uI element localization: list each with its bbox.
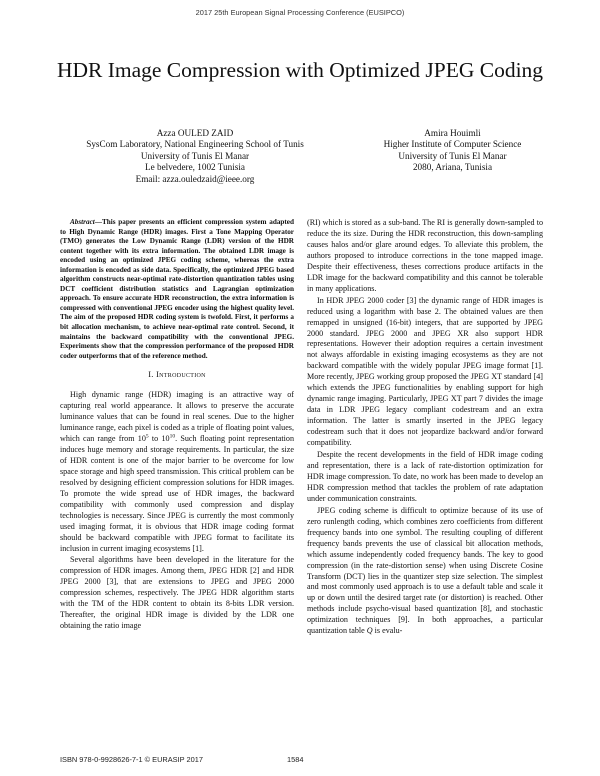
paragraph: JPEG coding scheme is difficult to optimize because of its use of zero runlength coding, which combines zero coefficients from different frequency bands into one symbol. The resulting coupling of different frequency bands prevents the use of classical bit allocation methods, which assume independently coded frequency bands. The key to good compression (in the rate-distortion sense) when using Discrete Cosine Transform (DCT) lies in the quantizer step size selection. The simplest and most commonly used approach is to use a default table and scale it up or down until the desired target rate (or distortion) is reached. Other methods include psycho-visual based quantization [8], and stochastic optimization techniques [9]. In both approaches, a particular quantization table Q is evalu- [307, 505, 543, 636]
section-numeral: I. [148, 370, 154, 380]
page-number: 1584 [287, 755, 304, 764]
section-heading-introduction [60, 370, 294, 381]
section-title: Introduction [156, 370, 206, 380]
right-column [307, 218, 543, 637]
author-affiliation: SysCom Laboratory, National Engineering School of Tunis [86, 139, 304, 150]
author-block-2 [335, 128, 570, 174]
author-address: Le belvedere, 1002 Tunisia [144, 162, 246, 173]
author-name: Amira Houimli [424, 128, 481, 138]
author-email[interactable]: Email: azza.ouledzaid@ieee.org [135, 173, 255, 184]
left-column [60, 218, 294, 632]
paragraph: Despite the recent developments in the field of HDR image coding and representation, there is a lack of rate-distortion optimization for HDR image compression. To date, no work has been made to develop an HDR compression method that tackles the problem of rate adaptation under communication constraints. [307, 450, 543, 503]
abstract-lead: Abstract [70, 218, 95, 226]
paragraph: Several algorithms have been developed in the literature for the compression of HDR images. Among them, JPEG HDR [2] and HDR JPEG 2000 [3], that are extensions to JPEG and JPEG 2000 compression schemes, respectively. The JPEG HDR algorithm starts with the TM of the HDR content to obtain its 8-bits LDR version. Thereafter, the original HDR image is divided by the LDR one obtaining the ratio image [60, 555, 294, 631]
author-affiliation: University of Tunis El Manar [140, 150, 250, 161]
author-affiliation: University of Tunis El Manar [398, 150, 507, 161]
abstract [60, 218, 294, 361]
author-address: 2080, Ariana, Tunisia [412, 162, 493, 173]
author-affiliation: Higher Institute of Computer Science [383, 139, 522, 150]
isbn-footer: ISBN 978-0-9928626-7-1 © EURASIP 2017 [60, 755, 203, 764]
author-block-1 [60, 128, 330, 185]
author-name: Azza OULED ZAID [156, 128, 234, 138]
paragraph: (RI) which is stored as a sub-band. The RI is generally down-sampled to reduce the its size. During the HDR reconstruction, this down-sampling causes halos and/or glare around edges. To alleviate this problem, the authors proposed to introduce corrections in the tone mapped image. Despite their effectiveness, theses corrections produce artifacts in the LDR image for the backward compatibility and this cannot be tolerable in many applications. [307, 218, 543, 293]
conference-header: 2017 25th European Signal Processing Conference (EUSIPCO) [195, 8, 405, 17]
abstract-text: —This paper presents an efficient compression system adapted to High Dynamic Range (HDR) images. First a Tone Mapping Operator (TMO) generates the Low Dynamic Range (LDR) version of the HDR content together with its extra information. The obtained LDR image is encoded using an optimized JPEG coding scheme, whereas the extra information is encoded as side data. Specifically, the optimized JPEG based algorithm constructs near-optimal rate-distortion quantization tables using DCT coefficient distribution statistics and Lagrangian optimization approach. To ensure accurate HDR reconstruction, the extra information is compressed with conventional JPEG encoder using the highest quality level. The aim of the proposed HDR coding system is twofold. First, it performs a bit allocation mechanism, to achieve near-optimal rate control. Second, it maintains the backward compatibility with the conventional JPEG. Experiments show that the compression performance of the proposed HDR coder outperforms that of the reference method. [60, 218, 294, 360]
paragraph: High dynamic range (HDR) imaging is an attractive way of capturing real world appearance. It allows to preserve the accurate luminance values that can be found in real scenes. Due to the higher luminance range, each pixel is coded as a triple of floating point values, which can range from $10^5$ to $10^{10}$. Such floating point representation induces huge memory and storage requirements. In particular, the size of HDR content is one of the major barrier to be overcome for low space storage and high speed transmission. This critical problem can be resolved by designing efficient compression solutions for HDR images. To promote the wide spread use of HDR images, the backward compatibility with commonly used compression and display technologies is necessary. Since JPEG is currently the most commonly used imaging format, it is obvious that HDR image coding format should be backward compatible with JPEG format to facilitate its inclusion in current imaging ecosystems [1]. [60, 390, 295, 553]
paragraph: In HDR JPEG 2000 coder [3] the dynamic range of HDR images is reduced using a logarithm with base 2. The obtained values are then remapped in unsigned (16-bit) integers, that are supported by JPEG 2000 standard. JPEG 2000 and JPEG XR also support HDR representations. However their adoption requires a certain investment not always affordable in existing imaging ecosystems as they are not backward compatible with the widely popular JPEG image format [1]. More recently, JPEG working group proposed the JPEG XT standard [4] which extends the JPEG functionalities by enabling support for high dynamic range imaging. Particularly, JPEG XT part 7 divides the image data in LDR JPEG legacy compliant codestream and an extra information. The latter is smartly inserted in the JPEG legacy codestream such that it does not jeopardize backward and/or forward compatibility. [307, 295, 543, 448]
paper-title: HDR Image Compression with Optimized JPEG Coding [56, 58, 544, 82]
